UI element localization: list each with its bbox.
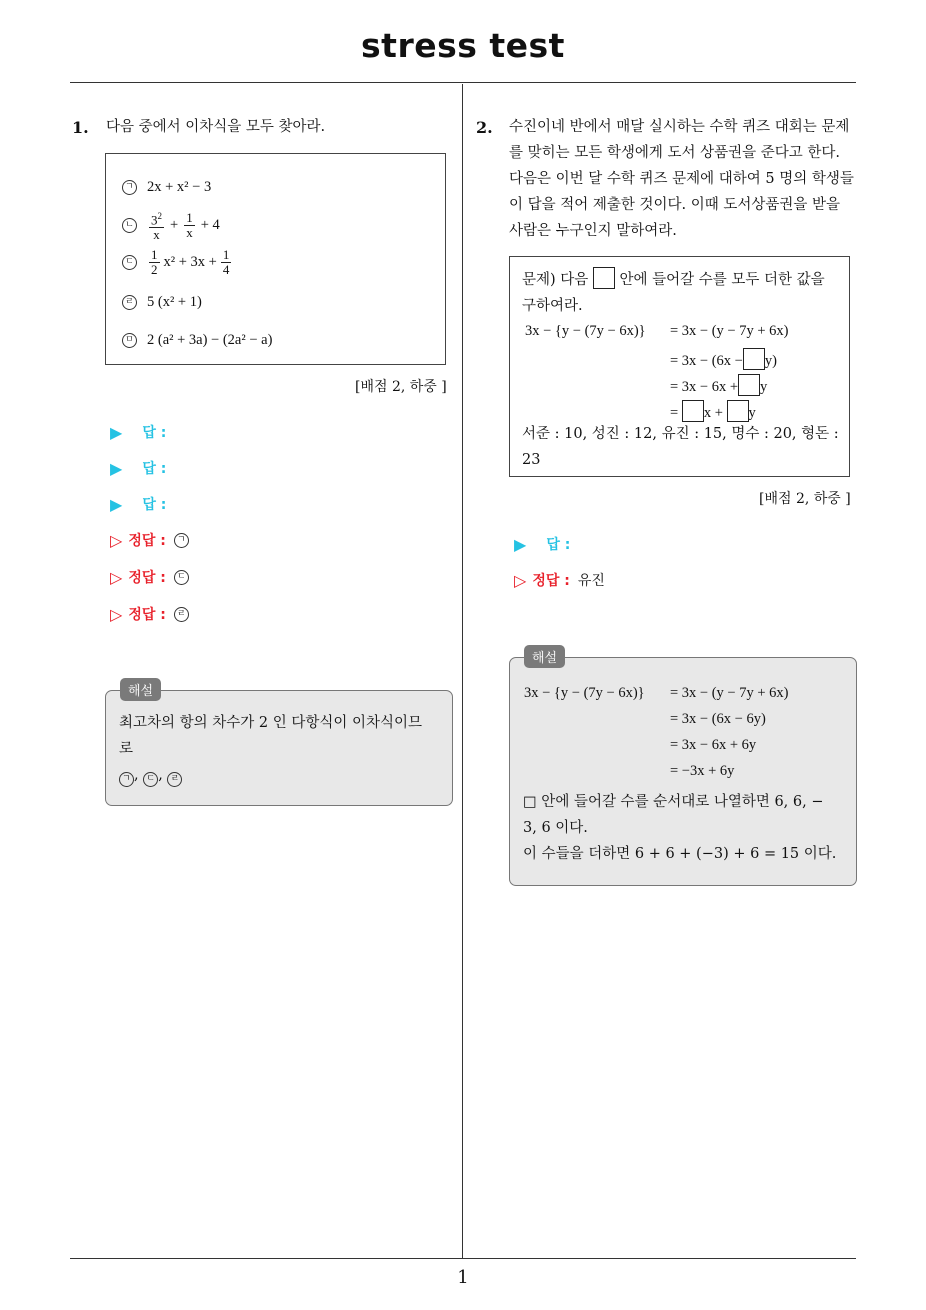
numerator: 1 [186, 210, 193, 226]
blank-box [727, 400, 749, 422]
solution-tag: 해설 [120, 678, 161, 701]
denominator: x [186, 225, 193, 241]
problem-text [522, 267, 847, 319]
question-line: 다음은 이번 달 수학 퀴즈 문제에 대하여 5 명의 학생들 [509, 171, 854, 187]
answer-line [110, 458, 166, 478]
solution-text [523, 789, 853, 867]
option-expr: 2 (a² + 3a) − (2a² − a) [147, 332, 273, 348]
circled-mark: ㄷ [122, 255, 137, 270]
equation-step: = −3x + 6y [670, 763, 735, 779]
circled-mark: ㄹ [174, 607, 189, 622]
problem-line-part: 문제) 다음 [522, 272, 589, 288]
blank-box [738, 374, 760, 396]
solution-marks: ㄱ , ㄷ , ㄹ [119, 762, 449, 788]
option-expr-mid: x² + 3x + [163, 254, 217, 270]
equation-step [670, 348, 777, 370]
correct-answer-line [110, 530, 189, 550]
correct-value: 유진 [577, 573, 605, 589]
numerator: 1 [151, 247, 158, 262]
score-label: [배점 2, 하중 ] [759, 491, 851, 507]
question-line: 를 맞히는 모든 학생에게 도서 상품권을 준다고 한다. [509, 145, 841, 161]
problem-box [509, 256, 850, 477]
circled-mark: ㅁ [122, 333, 137, 348]
question-text [509, 114, 861, 244]
correct-label: 정답 : [532, 573, 570, 589]
answer-line [110, 494, 166, 514]
solution-line: 최고차의 항의 차수가 2 인 다항식이 이차식이므 [119, 715, 423, 731]
header-rule [70, 82, 856, 83]
circled-mark: ㄷ [174, 570, 189, 585]
equation-part: x + [703, 405, 723, 421]
correct-answer-line [110, 604, 189, 624]
play-triangle-icon: ▶ [110, 458, 123, 478]
students-text [522, 421, 847, 473]
denominator: x [153, 227, 160, 243]
question-number: 2. [476, 118, 493, 137]
circled-mark: ㄱ [119, 772, 134, 787]
equation-lhs: 3x − {y − (7y − 6x)} [525, 323, 646, 339]
question-number: 1. [72, 118, 89, 137]
blank-box [743, 348, 765, 370]
option-expr: 2x + x² − 3 [147, 179, 212, 195]
equation-step: = 3x − (y − 7y + 6x) [670, 323, 789, 339]
solution-line: 이 수들을 더하면 6 + 6 + (−3) + 6 = 15 이다. [523, 846, 837, 862]
numerator: 1 [222, 247, 230, 262]
fraction [149, 248, 160, 277]
blank-box [593, 267, 615, 289]
equation-step [670, 400, 756, 422]
question-line: 사람은 누구인지 말하여라. [509, 223, 677, 239]
answer-label: 답 : [142, 425, 167, 441]
students-line: 서준 : 10, 성진 : 12, 유진 : 15, 명수 : 20, 형돈 : [522, 426, 839, 442]
solution-line: □ 안에 들어갈 수를 순서대로 나열하면 6, 6, − [523, 794, 824, 810]
equation-part: = 3x − 6x + [670, 379, 739, 395]
blank-box [682, 400, 704, 422]
page-title: stress test [361, 26, 565, 65]
equation-lhs: 3x − {y − (7y − 6x)} [524, 685, 645, 701]
equation-part: = [670, 405, 679, 421]
equation-step: = 3x − 6x + 6y [670, 737, 757, 753]
solution-text [119, 710, 449, 788]
solution-box [105, 684, 453, 806]
denominator: 2 [151, 262, 158, 277]
circled-mark: ㄱ [122, 180, 137, 195]
plus-sign: + [170, 217, 179, 234]
fraction [221, 248, 232, 277]
outline-triangle-icon: ▷ [514, 570, 527, 590]
play-triangle-icon: ▶ [514, 534, 527, 554]
play-triangle-icon: ▶ [110, 494, 123, 514]
exponent: 2 [157, 211, 162, 221]
answer-line [514, 534, 570, 554]
options-box [105, 153, 446, 365]
denominator: 4 [222, 262, 230, 277]
outline-triangle-icon: ▷ [110, 604, 123, 624]
page-number: 1 [457, 1267, 469, 1288]
option-item [122, 209, 220, 242]
question-line: 수진이네 반에서 매달 실시하는 수학 퀴즈 대회는 문제 [509, 119, 850, 135]
solution-box [509, 651, 857, 886]
circled-mark: ㄹ [122, 295, 137, 310]
equation-step [670, 374, 767, 396]
equation-part: = 3x − (6x − [670, 353, 743, 369]
question-text: 다음 중에서 이차식을 모두 찾아라. [106, 119, 326, 135]
equation-step: = 3x − (6x − 6y) [670, 711, 766, 727]
solution-tag: 해설 [524, 645, 565, 668]
outline-triangle-icon: ▷ [110, 530, 123, 550]
answer-line [110, 422, 166, 442]
answer-label: 답 : [142, 461, 167, 477]
option-expr: 5 (x² + 1) [147, 294, 202, 310]
solution-line: 3, 6 이다. [523, 820, 588, 836]
equation-part: y) [764, 353, 777, 369]
option-item [122, 332, 272, 349]
equation-step: = 3x − (y − 7y + 6x) [670, 685, 789, 701]
question-line: 이 답을 적어 제출한 것이다. 이때 도서상품권을 받을 [509, 197, 841, 213]
option-item [122, 294, 202, 311]
correct-label: 정답 : [128, 607, 166, 623]
option-item [122, 179, 211, 196]
equation-part: y [760, 379, 768, 395]
column-divider [462, 84, 463, 1259]
equation-part: y [748, 405, 756, 421]
answer-label: 답 : [546, 537, 571, 553]
students-line: 23 [522, 452, 541, 468]
outline-triangle-icon: ▷ [110, 567, 123, 587]
fraction [149, 209, 164, 242]
play-triangle-icon: ▶ [110, 422, 123, 442]
circled-mark: ㄴ [122, 218, 137, 233]
circled-mark: ㄱ [174, 533, 189, 548]
circled-mark: ㄹ [167, 772, 182, 787]
correct-answer-line [514, 570, 605, 590]
correct-answer-line [110, 567, 189, 587]
footer-rule [70, 1258, 856, 1259]
problem-line-part: 안에 들어갈 수를 모두 더한 값을 [619, 272, 825, 288]
option-expr-tail: + 4 [200, 217, 220, 234]
fraction [184, 211, 195, 240]
score-label: [배점 2, 하중 ] [355, 379, 447, 395]
solution-line: 로 [119, 741, 134, 757]
answer-label: 답 : [142, 497, 167, 513]
option-item [122, 248, 233, 277]
circled-mark: ㄷ [143, 772, 158, 787]
correct-label: 정답 : [128, 533, 166, 549]
problem-line: 구하여라. [522, 298, 583, 314]
correct-label: 정답 : [128, 570, 166, 586]
numerator: 3 [151, 212, 158, 228]
